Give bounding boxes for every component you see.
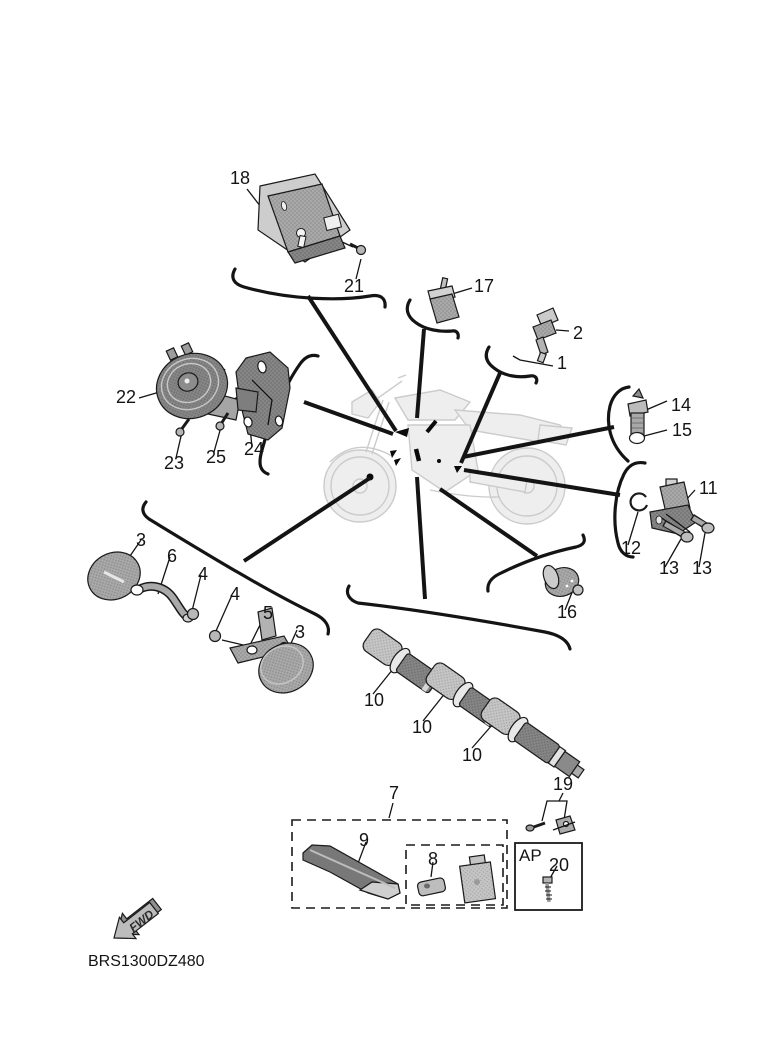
part-relay <box>460 855 496 903</box>
brace-sensor1-2 <box>486 347 536 383</box>
part-nut-4b <box>210 631 221 642</box>
part-tray-9 <box>303 845 400 899</box>
callout-15[interactable]: 15 <box>672 420 693 440</box>
callout-14[interactable]: 14 <box>671 395 692 415</box>
callout-3b[interactable]: 3 <box>295 622 306 642</box>
part-code: BRS1300DZ480 <box>88 953 205 970</box>
callout-19[interactable]: 19 <box>553 774 574 794</box>
callout-4a[interactable]: 4 <box>198 564 209 584</box>
callout-16[interactable]: 16 <box>557 602 578 622</box>
part-ecu-18 <box>258 174 350 263</box>
part-screw-23 <box>176 419 189 436</box>
callout-17[interactable]: 17 <box>474 276 495 296</box>
leader-to-coils <box>417 477 425 599</box>
callout-labels <box>116 168 718 875</box>
callout-6[interactable]: 6 <box>167 546 178 566</box>
part-sensor-2 <box>533 308 558 363</box>
part-sensor-8 <box>417 877 446 896</box>
part-sensor-17 <box>428 278 459 323</box>
part-coil-10c <box>477 695 589 785</box>
part-nut-4a <box>188 609 199 620</box>
callout-12[interactable]: 12 <box>621 538 642 558</box>
callout-24[interactable]: 24 <box>244 439 265 459</box>
callout-20[interactable]: 20 <box>549 855 570 875</box>
callout-8[interactable]: 8 <box>428 849 439 869</box>
fwd-arrow <box>106 893 165 949</box>
callout-25[interactable]: 25 <box>206 447 227 467</box>
callout-11[interactable]: 11 <box>699 478 718 498</box>
callout-leaders <box>130 189 705 880</box>
callout-7[interactable]: 7 <box>389 783 400 803</box>
callout-22[interactable]: 22 <box>116 387 137 407</box>
motorcycle-illustration <box>324 375 572 524</box>
callout-18[interactable]: 18 <box>230 168 251 188</box>
part-disc-3a <box>79 543 148 609</box>
part-clip-19 <box>526 816 575 834</box>
part-screw-21 <box>350 244 366 255</box>
callout-21[interactable]: 21 <box>344 276 365 296</box>
callout-1[interactable]: 1 <box>557 353 568 373</box>
part-bolt-13b <box>692 517 714 533</box>
callout-9[interactable]: 9 <box>359 830 370 850</box>
ap-box-label: AP <box>519 846 542 865</box>
callout-13a[interactable]: 13 <box>659 558 680 578</box>
fwd-label: FWD <box>126 906 157 935</box>
part-clip-12 <box>631 493 647 510</box>
part-arm-6 <box>131 585 193 622</box>
callout-10c[interactable]: 10 <box>462 745 483 765</box>
part-sensor-14 <box>628 389 648 438</box>
callout-23[interactable]: 23 <box>164 453 185 473</box>
callout-3a[interactable]: 3 <box>136 530 147 550</box>
callout-13b[interactable]: 13 <box>692 558 713 578</box>
callout-10a[interactable]: 10 <box>364 690 385 710</box>
callout-5[interactable]: 5 <box>263 603 274 623</box>
callout-10b[interactable]: 10 <box>412 717 433 737</box>
brace-sensor14-15 <box>608 387 629 461</box>
part-oring-15 <box>630 433 645 444</box>
part-bracket-24 <box>236 352 290 440</box>
callout-2[interactable]: 2 <box>573 323 584 343</box>
callout-4b[interactable]: 4 <box>230 584 241 604</box>
part-screw-20 <box>543 877 552 902</box>
part-plug-16 <box>540 563 583 601</box>
